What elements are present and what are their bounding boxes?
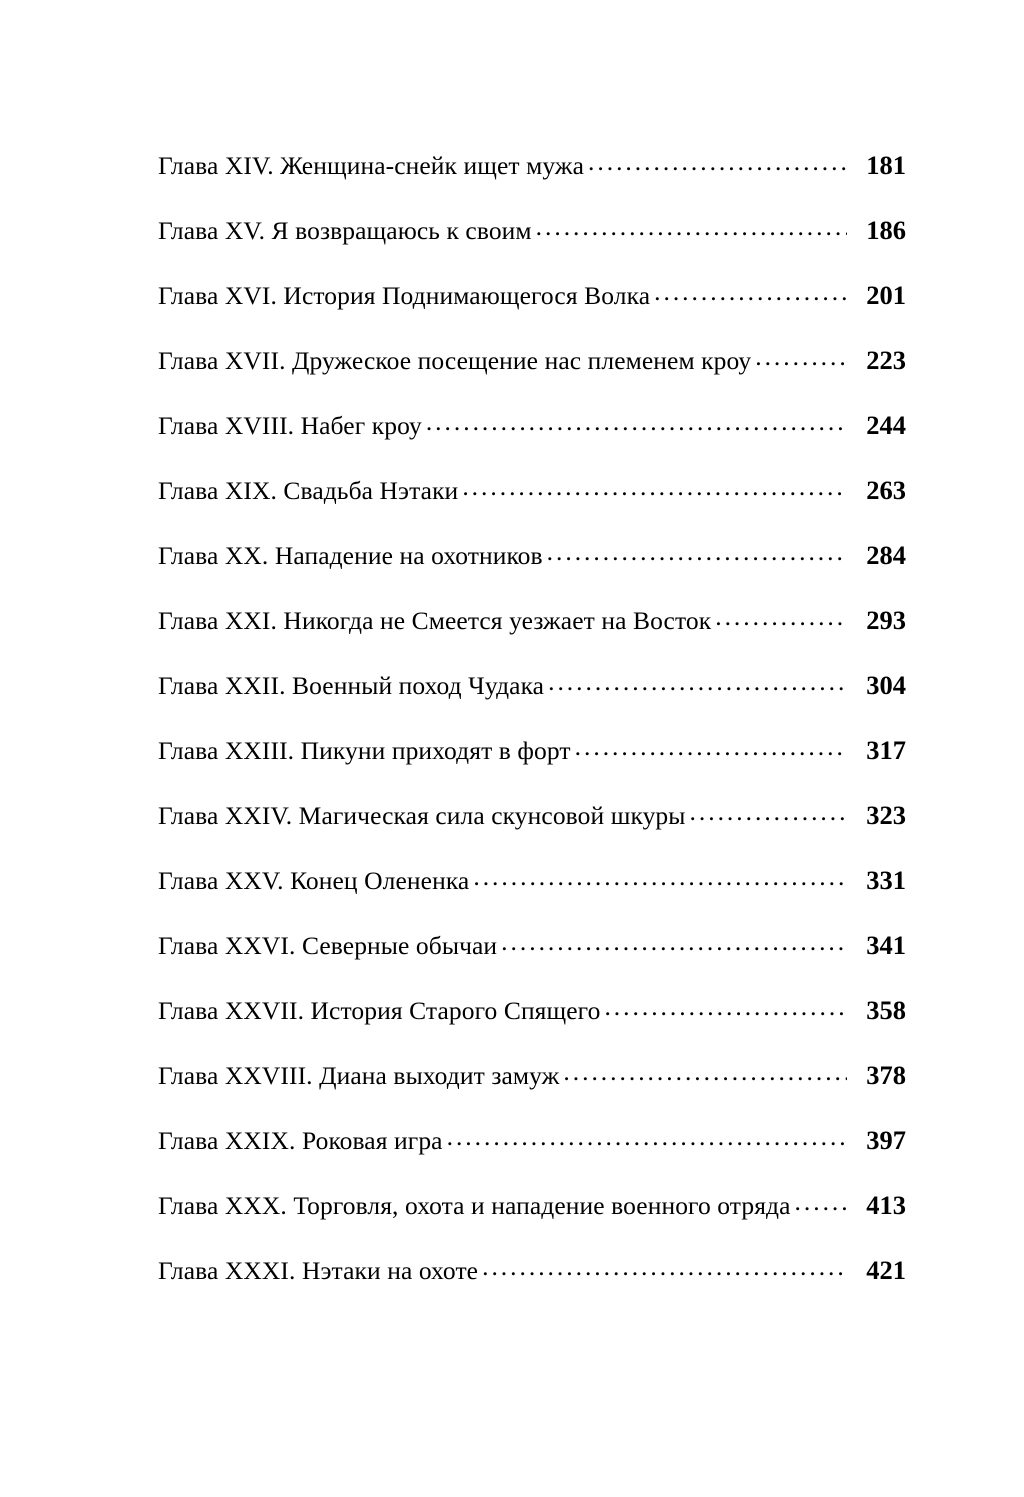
toc-entry-title: Глава XVIII. Набег кроу: [158, 411, 422, 440]
toc-entry[interactable]: [158, 1257, 906, 1322]
toc-dot-leader: [575, 743, 847, 759]
toc-dot-leader: [501, 938, 847, 954]
toc-dot-leader: [588, 158, 847, 174]
table-of-contents: [158, 152, 906, 1322]
toc-dot-leader: [690, 808, 847, 824]
toc-entry-page-number: 323: [866, 800, 906, 830]
toc-entry-page-number: 201: [866, 280, 906, 310]
toc-entry-title: Глава XXX. Торговля, охота и нападение военного отряда: [158, 1191, 791, 1220]
toc-entry[interactable]: [158, 867, 906, 932]
toc-entry-page-number: 341: [866, 930, 906, 960]
toc-entry-page-number: 223: [866, 345, 906, 375]
toc-entry-page-number: 317: [866, 735, 906, 765]
toc-entry-title: Глава XXVI. Северные обычаи: [158, 931, 498, 960]
toc-entry[interactable]: [158, 1192, 906, 1257]
toc-entry[interactable]: [158, 802, 906, 867]
toc-dot-leader: [563, 1068, 847, 1084]
toc-entry-title: Глава XXVII. История Старого Спящего: [158, 996, 601, 1025]
toc-entry-page-number: 186: [866, 215, 906, 245]
toc-entry[interactable]: [158, 1127, 906, 1192]
toc-dot-leader: [482, 1263, 847, 1279]
toc-entry[interactable]: [158, 932, 906, 997]
toc-entry[interactable]: [158, 217, 906, 282]
toc-dot-leader: [473, 873, 847, 889]
toc-entry[interactable]: [158, 412, 906, 477]
toc-dot-leader: [426, 418, 847, 434]
toc-entry-title: Глава XXVIII. Диана выходит замуж: [158, 1061, 560, 1090]
toc-entry[interactable]: [158, 737, 906, 802]
toc-entry-title: Глава XVII. Дружеское посещение нас племенем кроу: [158, 346, 752, 375]
toc-entry-page-number: 263: [866, 475, 906, 505]
toc-dot-leader: [755, 353, 847, 369]
toc-dot-leader: [548, 678, 847, 694]
toc-entry[interactable]: [158, 347, 906, 412]
toc-entry[interactable]: [158, 152, 906, 217]
toc-entry-page-number: 358: [866, 995, 906, 1025]
toc-entry-title: Глава XXII. Военный поход Чудака: [158, 671, 545, 700]
toc-entry-title: Глава XXXI. Нэтаки на охоте: [158, 1256, 479, 1285]
toc-entry-page-number: 284: [866, 540, 906, 570]
toc-entry[interactable]: [158, 1062, 906, 1127]
toc-dot-leader: [604, 1003, 847, 1019]
toc-entry-page-number: 244: [866, 410, 906, 440]
toc-entry-page-number: 413: [866, 1190, 906, 1220]
toc-entry[interactable]: [158, 282, 906, 347]
toc-entry[interactable]: [158, 477, 906, 542]
toc-dot-leader: [547, 548, 847, 564]
toc-entry-title: Глава XXIV. Магическая сила скунсовой шкуры: [158, 801, 686, 830]
toc-entry[interactable]: [158, 607, 906, 672]
toc-entry-title: Глава XVI. История Поднимающегося Волка: [158, 281, 651, 310]
toc-entry-title: Глава XXV. Конец Олененка: [158, 866, 470, 895]
toc-entry-title: Глава XXI. Никогда не Смеется уезжает на Восток: [158, 606, 712, 635]
toc-entry-title: Глава XX. Нападение на охотников: [158, 541, 543, 570]
toc-dot-leader: [462, 483, 847, 499]
toc-entry-title: Глава XIX. Свадьба Нэтаки: [158, 476, 459, 505]
toc-entry-title: Глава XV. Я возвращаюсь к своим: [158, 216, 532, 245]
toc-entry[interactable]: [158, 672, 906, 737]
toc-entry-title: Глава XXIII. Пикуни приходят в форт: [158, 736, 571, 765]
toc-dot-leader: [715, 613, 847, 629]
toc-dot-leader: [654, 288, 847, 304]
toc-entry-title: Глава XIV. Женщина-снейк ищет мужа: [158, 151, 585, 180]
toc-entry[interactable]: [158, 997, 906, 1062]
toc-dot-leader: [447, 1133, 847, 1149]
toc-entry-page-number: 421: [866, 1255, 906, 1285]
toc-entry-page-number: 378: [866, 1060, 906, 1090]
toc-entry-page-number: 293: [866, 605, 906, 635]
toc-entry-page-number: 397: [866, 1125, 906, 1155]
toc-entry-page-number: 331: [866, 865, 906, 895]
toc-entry-page-number: 181: [866, 150, 906, 180]
toc-entry[interactable]: [158, 542, 906, 607]
toc-entry-page-number: 304: [866, 670, 906, 700]
toc-dot-leader: [795, 1198, 847, 1214]
toc-entry-title: Глава XXIX. Роковая игра: [158, 1126, 443, 1155]
toc-dot-leader: [536, 223, 847, 239]
